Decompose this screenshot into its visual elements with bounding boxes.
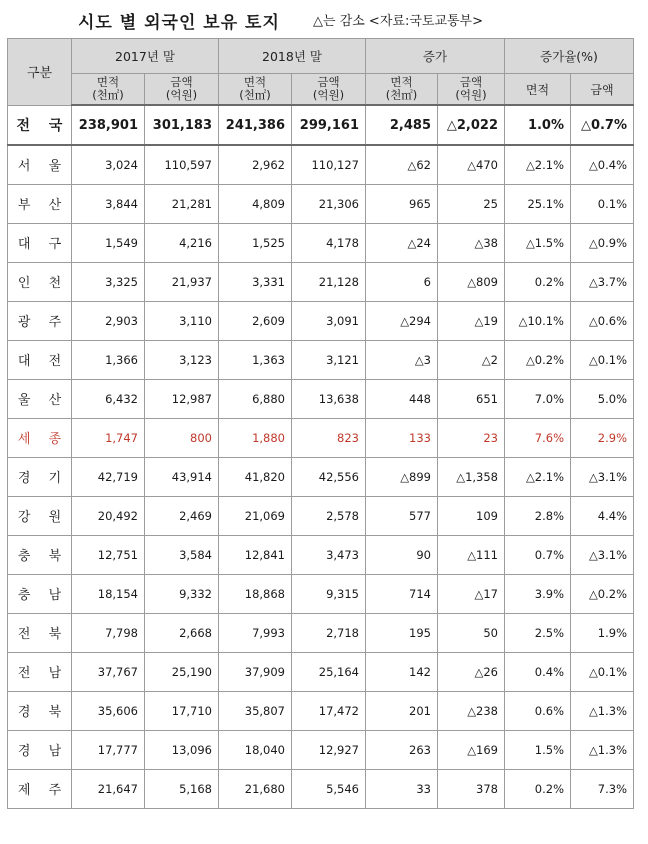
amount-2017-cell: 4,216 (145, 223, 219, 262)
area-rate-cell: 0.2% (505, 262, 571, 301)
area-2017-cell: 17,777 (72, 730, 145, 769)
area-increase-cell: △899 (366, 457, 438, 496)
header-unit: (천㎡) (239, 88, 271, 102)
area-2018-cell: 18,868 (219, 574, 292, 613)
area-2018-cell: 4,809 (219, 184, 292, 223)
amount-rate-cell: △0.1% (571, 340, 634, 379)
amount-increase-cell: △809 (438, 262, 505, 301)
amount-increase-cell: △17 (438, 574, 505, 613)
amount-rate-cell: △0.2% (571, 574, 634, 613)
area-2018-cell: 21,069 (219, 496, 292, 535)
amount-2018-cell: 110,127 (292, 145, 366, 184)
amount-2017-cell: 21,281 (145, 184, 219, 223)
area-increase-cell: 577 (366, 496, 438, 535)
amount-increase-cell: 109 (438, 496, 505, 535)
amount-rate-cell: △3.1% (571, 457, 634, 496)
amount-2017-cell: 3,123 (145, 340, 219, 379)
region-name: 서 울 (8, 145, 72, 184)
header-unit: (천㎡) (385, 88, 418, 102)
amount-rate-cell: △1.3% (571, 730, 634, 769)
area-increase-cell: 6 (366, 262, 438, 301)
amount-2017-cell: 9,332 (145, 574, 219, 613)
table-row (8, 574, 634, 613)
area-2017-cell: 21,647 (72, 769, 145, 808)
header-unit: (억원) (455, 88, 487, 102)
region-name: 전 남 (8, 652, 72, 691)
area-2018-cell: 3,331 (219, 262, 292, 301)
area-2017-cell: 6,432 (72, 379, 145, 418)
region-name: 인 천 (8, 262, 72, 301)
header-2018: 2018년 말 (219, 39, 366, 74)
area-rate-cell: 3.9% (505, 574, 571, 613)
area-rate-cell: 2.8% (505, 496, 571, 535)
region-name: 대 전 (8, 340, 72, 379)
amount-2018-cell: 42,556 (292, 457, 366, 496)
amount-2018-cell: 21,128 (292, 262, 366, 301)
header-unit: (천㎡) (92, 88, 124, 102)
area-rate-cell: 0.2% (505, 769, 571, 808)
amount-2017-cell: 43,914 (145, 457, 219, 496)
amount-rate-cell: △0.7% (571, 105, 634, 145)
amount-2018-cell: 5,546 (292, 769, 366, 808)
title-bar (0, 0, 648, 38)
amount-rate-cell: △0.1% (571, 652, 634, 691)
amount-2017-cell: 800 (145, 418, 219, 457)
area-2017-cell: 7,798 (72, 613, 145, 652)
area-increase-cell: 448 (366, 379, 438, 418)
area-rate-cell: 1.0% (505, 105, 571, 145)
amount-increase-cell: 651 (438, 379, 505, 418)
amount-2018-cell: 2,718 (292, 613, 366, 652)
area-rate-cell: 1.5% (505, 730, 571, 769)
area-2017-cell: 42,719 (72, 457, 145, 496)
area-2017-cell: 20,492 (72, 496, 145, 535)
header-rate-amount: 금액 (571, 74, 634, 106)
amount-increase-cell: △238 (438, 691, 505, 730)
table-body (8, 105, 634, 808)
header-2017-amount (145, 74, 219, 106)
table-row (8, 457, 634, 496)
amount-increase-cell: △19 (438, 301, 505, 340)
region-name: 경 기 (8, 457, 72, 496)
area-2017-cell: 238,901 (72, 105, 145, 145)
area-increase-cell: 195 (366, 613, 438, 652)
area-rate-cell: 7.6% (505, 418, 571, 457)
region-name: 전 국 (8, 105, 72, 145)
area-2017-cell: 2,903 (72, 301, 145, 340)
header-increase: 증가 (366, 39, 505, 74)
area-increase-cell: 263 (366, 730, 438, 769)
area-increase-cell: 90 (366, 535, 438, 574)
table-row (8, 262, 634, 301)
amount-increase-cell: △111 (438, 535, 505, 574)
amount-2017-cell: 13,096 (145, 730, 219, 769)
table-row (8, 730, 634, 769)
amount-increase-cell: △26 (438, 652, 505, 691)
land-ownership-table (7, 38, 634, 809)
amount-2018-cell: 12,927 (292, 730, 366, 769)
header-label: 금액 (459, 75, 483, 89)
area-2018-cell: 7,993 (219, 613, 292, 652)
amount-increase-cell: △38 (438, 223, 505, 262)
area-rate-cell: 25.1% (505, 184, 571, 223)
area-increase-cell: 2,485 (366, 105, 438, 145)
region-name: 대 구 (8, 223, 72, 262)
amount-2017-cell: 12,987 (145, 379, 219, 418)
region-name: 울 산 (8, 379, 72, 418)
amount-2018-cell: 3,473 (292, 535, 366, 574)
area-increase-cell: 201 (366, 691, 438, 730)
area-2018-cell: 35,807 (219, 691, 292, 730)
header-label: 금액 (317, 75, 340, 89)
amount-2017-cell: 3,584 (145, 535, 219, 574)
area-2017-cell: 37,767 (72, 652, 145, 691)
header-2018-area (219, 74, 292, 106)
table-row (8, 223, 634, 262)
amount-2018-cell: 299,161 (292, 105, 366, 145)
amount-2018-cell: 2,578 (292, 496, 366, 535)
header-label: 면적 (390, 75, 413, 89)
amount-2017-cell: 110,597 (145, 145, 219, 184)
area-rate-cell: △2.1% (505, 145, 571, 184)
amount-2018-cell: 3,121 (292, 340, 366, 379)
amount-rate-cell: 0.1% (571, 184, 634, 223)
area-rate-cell: 7.0% (505, 379, 571, 418)
amount-increase-cell: △1,358 (438, 457, 505, 496)
area-rate-cell: 0.7% (505, 535, 571, 574)
area-2018-cell: 2,962 (219, 145, 292, 184)
amount-2017-cell: 2,668 (145, 613, 219, 652)
header-2018-amount (292, 74, 366, 106)
area-2017-cell: 1,549 (72, 223, 145, 262)
region-name: 제 주 (8, 769, 72, 808)
area-2018-cell: 6,880 (219, 379, 292, 418)
area-2018-cell: 1,880 (219, 418, 292, 457)
amount-2017-cell: 301,183 (145, 105, 219, 145)
table-row (8, 145, 634, 184)
area-increase-cell: 714 (366, 574, 438, 613)
area-2017-cell: 1,747 (72, 418, 145, 457)
amount-2018-cell: 17,472 (292, 691, 366, 730)
table-row (8, 105, 634, 145)
area-2017-cell: 12,751 (72, 535, 145, 574)
table-row (8, 769, 634, 808)
amount-2017-cell: 17,710 (145, 691, 219, 730)
area-increase-cell: 142 (366, 652, 438, 691)
area-2018-cell: 37,909 (219, 652, 292, 691)
area-2018-cell: 12,841 (219, 535, 292, 574)
amount-2018-cell: 823 (292, 418, 366, 457)
table-row (8, 301, 634, 340)
region-name: 충 남 (8, 574, 72, 613)
amount-2018-cell: 13,638 (292, 379, 366, 418)
header-2017: 2017년 말 (72, 39, 219, 74)
table-row (8, 418, 634, 457)
amount-rate-cell: △1.3% (571, 691, 634, 730)
header-unit: (억원) (165, 88, 198, 102)
amount-increase-cell: △470 (438, 145, 505, 184)
area-rate-cell: 0.4% (505, 652, 571, 691)
amount-rate-cell: 5.0% (571, 379, 634, 418)
area-increase-cell: 965 (366, 184, 438, 223)
area-increase-cell: △3 (366, 340, 438, 379)
area-2018-cell: 1,525 (219, 223, 292, 262)
area-increase-cell: △24 (366, 223, 438, 262)
header-increase-area (366, 74, 438, 106)
area-2018-cell: 241,386 (219, 105, 292, 145)
region-name: 세 종 (8, 418, 72, 457)
amount-2018-cell: 4,178 (292, 223, 366, 262)
amount-increase-cell: 378 (438, 769, 505, 808)
area-2018-cell: 18,040 (219, 730, 292, 769)
area-2017-cell: 18,154 (72, 574, 145, 613)
amount-rate-cell: 1.9% (571, 613, 634, 652)
header-region: 구분 (8, 39, 72, 106)
area-rate-cell: △0.2% (505, 340, 571, 379)
area-increase-cell: 33 (366, 769, 438, 808)
amount-2018-cell: 3,091 (292, 301, 366, 340)
area-2017-cell: 1,366 (72, 340, 145, 379)
table-row (8, 691, 634, 730)
region-name: 광 주 (8, 301, 72, 340)
amount-2017-cell: 2,469 (145, 496, 219, 535)
page-title: 시도 별 외국인 보유 토지 (78, 13, 280, 33)
amount-rate-cell: △3.1% (571, 535, 634, 574)
region-name: 전 북 (8, 613, 72, 652)
area-rate-cell: 2.5% (505, 613, 571, 652)
amount-2017-cell: 21,937 (145, 262, 219, 301)
amount-2018-cell: 9,315 (292, 574, 366, 613)
area-increase-cell: 133 (366, 418, 438, 457)
region-name: 부 산 (8, 184, 72, 223)
amount-2017-cell: 25,190 (145, 652, 219, 691)
amount-rate-cell: 2.9% (571, 418, 634, 457)
area-2018-cell: 1,363 (219, 340, 292, 379)
area-2018-cell: 2,609 (219, 301, 292, 340)
amount-rate-cell: △3.7% (571, 262, 634, 301)
amount-rate-cell: △0.9% (571, 223, 634, 262)
table-row (8, 535, 634, 574)
table-row (8, 496, 634, 535)
header-increase-amount (438, 74, 505, 106)
amount-2017-cell: 3,110 (145, 301, 219, 340)
amount-increase-cell: 50 (438, 613, 505, 652)
amount-rate-cell: 7.3% (571, 769, 634, 808)
table-row (8, 613, 634, 652)
legend-note: △는 감소 <자료:국토교통부> (313, 14, 484, 29)
header-increase-rate: 증가율(%) (505, 39, 634, 74)
amount-increase-cell: △169 (438, 730, 505, 769)
header-label: 금액 (170, 75, 193, 89)
region-name: 경 남 (8, 730, 72, 769)
header-rate-area: 면적 (505, 74, 571, 106)
amount-increase-cell: 25 (438, 184, 505, 223)
header-label: 면적 (243, 75, 267, 89)
amount-rate-cell: △0.6% (571, 301, 634, 340)
area-increase-cell: △294 (366, 301, 438, 340)
region-name: 경 북 (8, 691, 72, 730)
area-2018-cell: 21,680 (219, 769, 292, 808)
table-row (8, 652, 634, 691)
amount-rate-cell: 4.4% (571, 496, 634, 535)
area-rate-cell: △10.1% (505, 301, 571, 340)
area-2017-cell: 3,325 (72, 262, 145, 301)
area-2018-cell: 41,820 (219, 457, 292, 496)
amount-increase-cell: △2 (438, 340, 505, 379)
amount-2018-cell: 25,164 (292, 652, 366, 691)
area-increase-cell: △62 (366, 145, 438, 184)
area-rate-cell: △1.5% (505, 223, 571, 262)
region-name: 충 북 (8, 535, 72, 574)
amount-increase-cell: 23 (438, 418, 505, 457)
table-header (8, 39, 634, 106)
amount-rate-cell: △0.4% (571, 145, 634, 184)
area-rate-cell: 0.6% (505, 691, 571, 730)
table-row (8, 379, 634, 418)
amount-2017-cell: 5,168 (145, 769, 219, 808)
region-name: 강 원 (8, 496, 72, 535)
amount-increase-cell: △2,022 (438, 105, 505, 145)
area-2017-cell: 35,606 (72, 691, 145, 730)
header-label: 면적 (96, 75, 120, 89)
area-2017-cell: 3,024 (72, 145, 145, 184)
amount-2018-cell: 21,306 (292, 184, 366, 223)
table-row (8, 184, 634, 223)
header-unit: (억원) (312, 88, 345, 102)
area-2017-cell: 3,844 (72, 184, 145, 223)
header-2017-area (72, 74, 145, 106)
table-row (8, 340, 634, 379)
area-rate-cell: △2.1% (505, 457, 571, 496)
